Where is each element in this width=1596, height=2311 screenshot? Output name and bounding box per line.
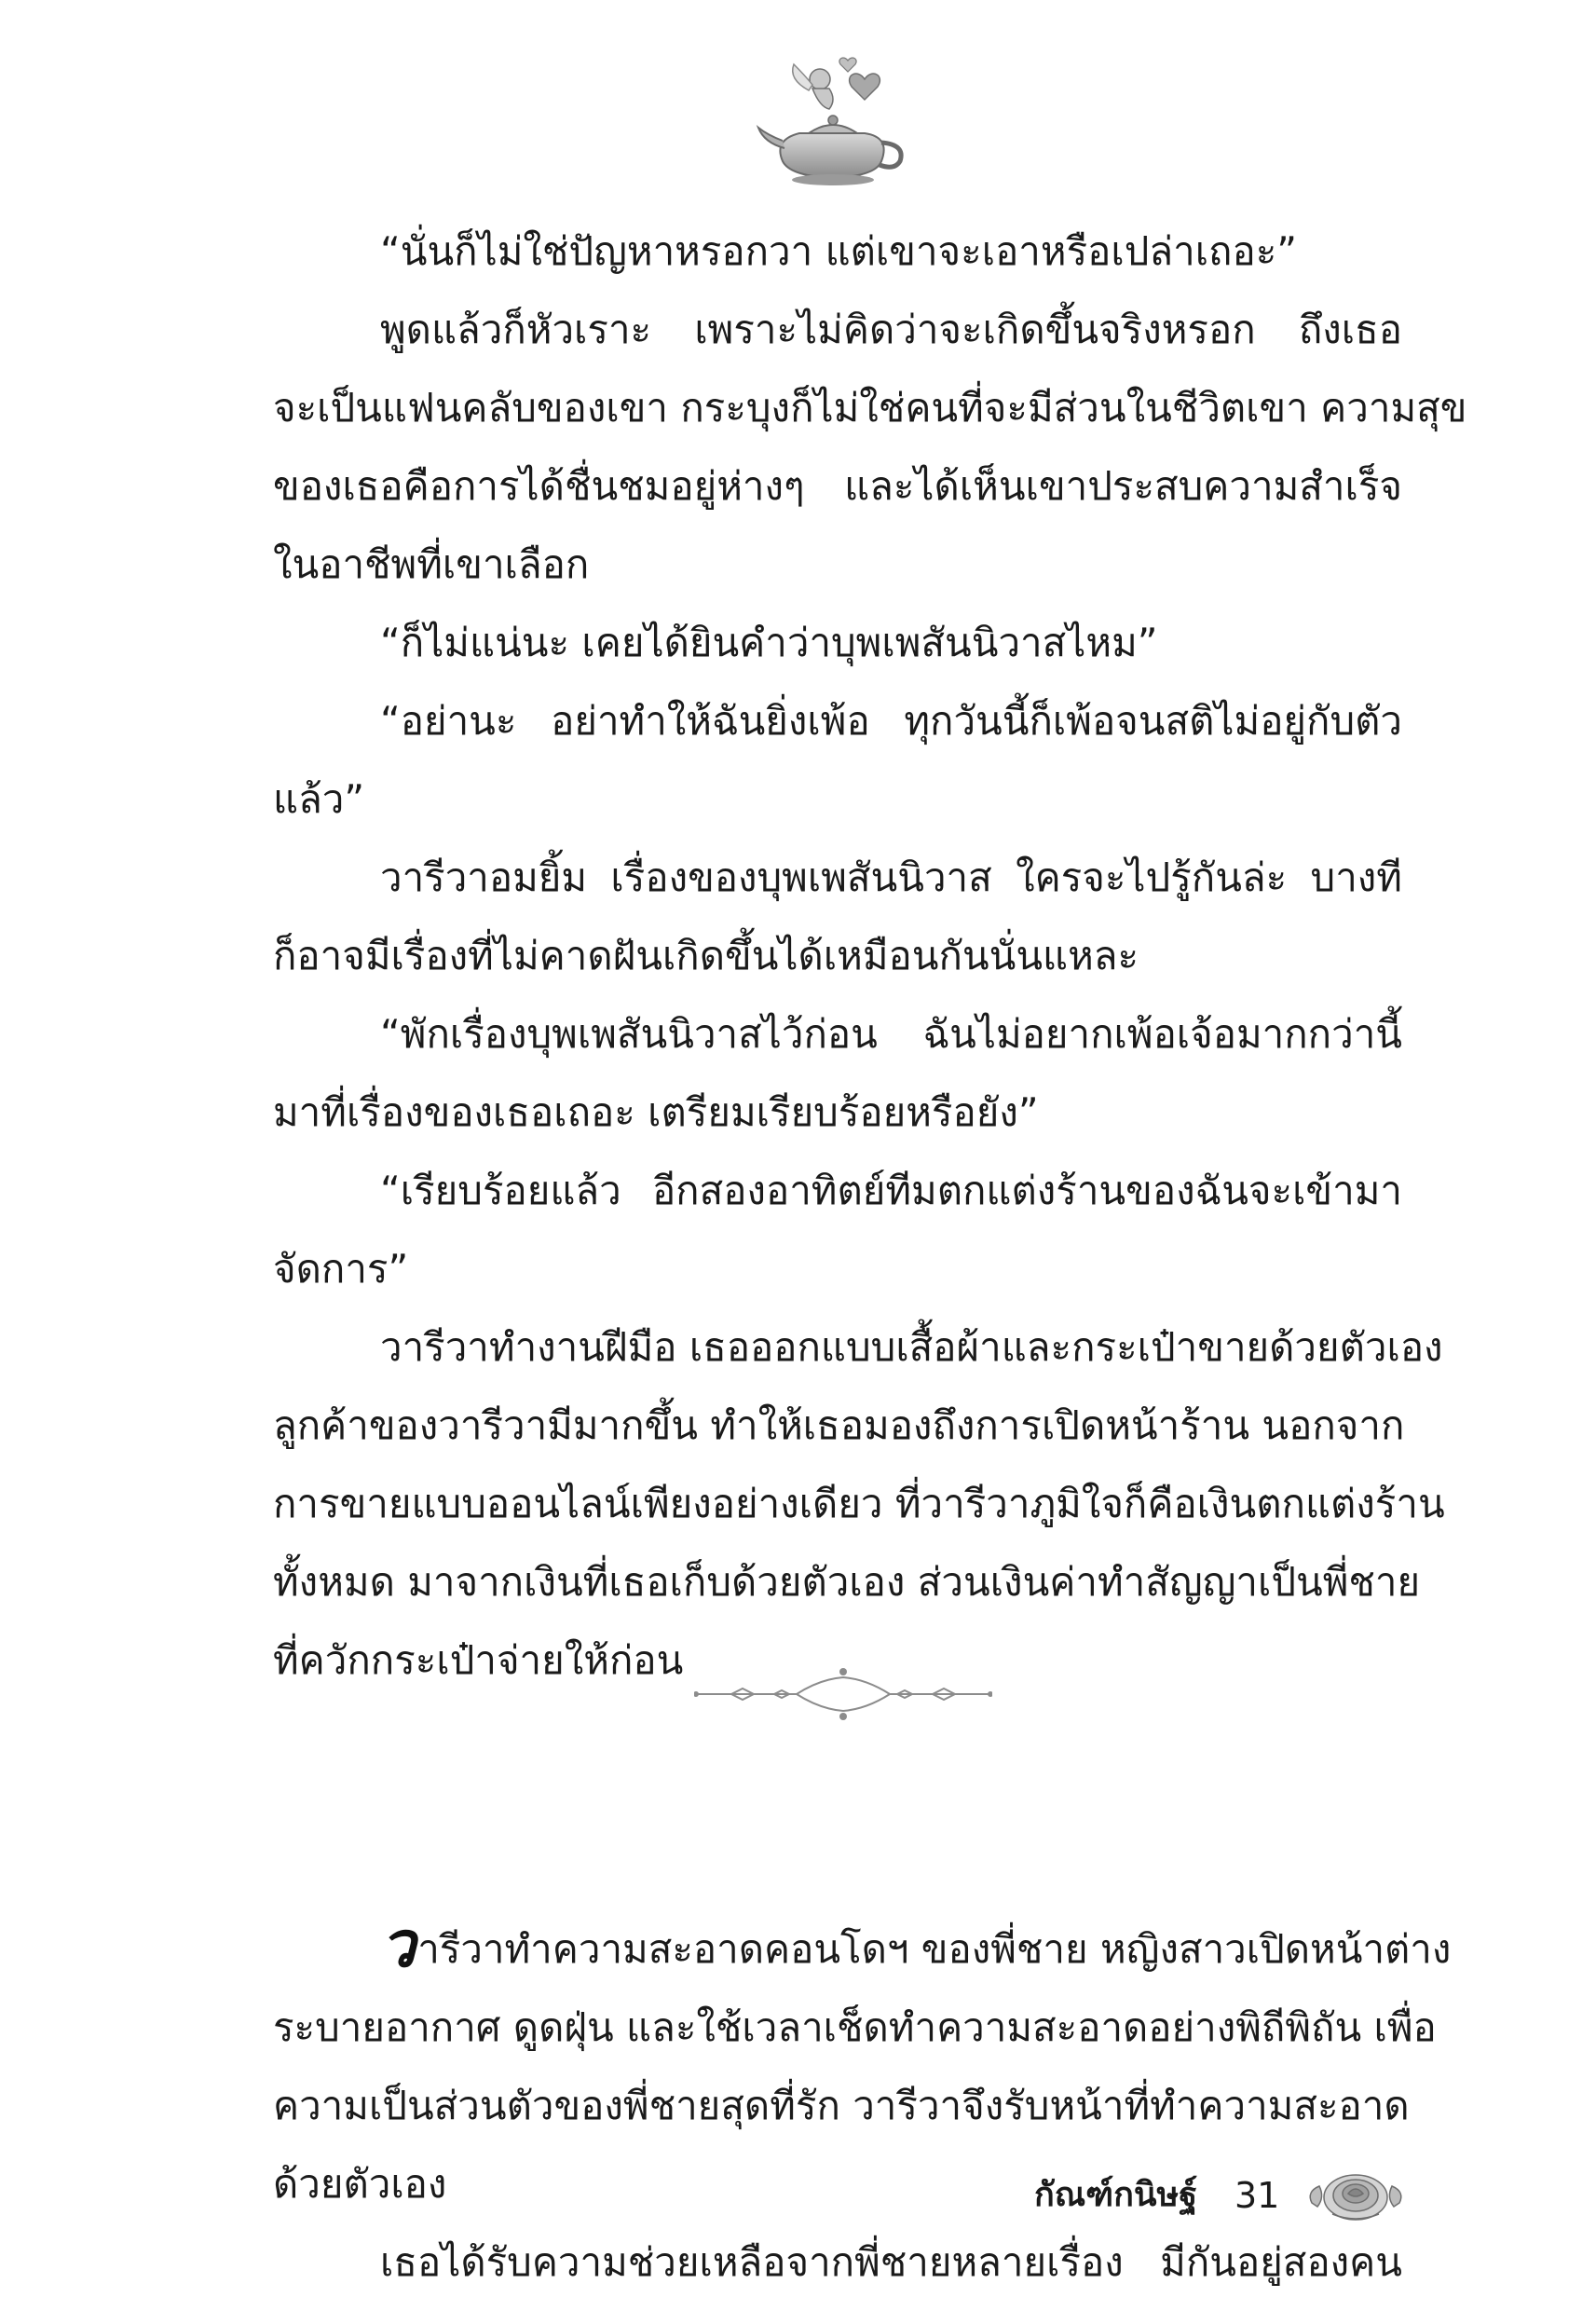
text-line: เธอได้รับความช่วยเหลือจากพี่ชายหลายเรื่อง มีกันอยู่สองคน (380, 2239, 1402, 2285)
ornamental-divider-icon (694, 1666, 992, 1722)
teapot-cupid-icon (755, 51, 913, 191)
text-line: วารีวาทำงานฝีมือ เธอออกแบบเสื้อผ้าและกระเป๋าขายด้วยตัวเอง (380, 1324, 1443, 1370)
text-line: ในอาชีพที่เขาเลือก (273, 541, 590, 587)
text-line: ของเธอคือการได้ชื่นชมอยู่ห่างๆ และได้เห็นเขาประสบความสำเร็จ (273, 463, 1402, 509)
text-line: ด้วยตัวเอง (273, 2161, 447, 2207)
text-line: มาที่เรื่องของเธอเถอะ เตรียมเรียบร้อยหรือยัง” (273, 1089, 1039, 1135)
text-line: “อย่านะ อย่าทำให้ฉันยิ่งเพ้อ ทุกวันนี้ก็เพ้อจนสติไม่อยู่กับตัว (380, 698, 1402, 744)
text-line: “เรียบร้อยแล้ว อีกสองอาทิตย์ทีมตกแต่งร้านของฉันจะเข้ามา (380, 1168, 1402, 1213)
drop-cap: ว (380, 1908, 416, 1982)
text-line: แล้ว” (273, 776, 365, 822)
text-line: “พักเรื่องบุพเพสันนิวาสไว้ก่อน ฉันไม่อยากเพ้อเจ้อมากกว่านี้ (380, 1011, 1402, 1057)
text-line: ที่ควักกระเป๋าจ่ายให้ก่อน (273, 1637, 684, 1683)
text-line: “นั่นก็ไม่ใช่ปัญหาหรอกวา แต่เขาจะเอาหรือเปล่าเถอะ” (380, 228, 1298, 274)
text-line: การขายแบบออนไลน์เพียงอย่างเดียว ที่วารีวาภูมิใจก็คือเงินตกแต่งร้าน (273, 1481, 1445, 1526)
text-line: ทั้งหมด มาจากเงินที่เธอเก็บด้วยตัวเอง ส่วนเงินค่าทำสัญญาเป็นพี่ชาย (273, 1559, 1421, 1605)
text-line-rest: ารีวาทำความสะอาดคอนโดฯ ของพี่ชาย หญิงสาวเปิดหน้าต่าง (417, 1926, 1452, 1972)
author-name: กัณฑ์กนิษฐ์ (1034, 2176, 1198, 2214)
text-line: ก็อาจมีเรื่องที่ไม่คาดฝันเกิดขึ้นได้เหมือนกันนั่นแหละ (273, 933, 1139, 978)
rose-icon (1304, 2166, 1407, 2225)
text-line: จัดการ” (273, 1246, 409, 1292)
text-line: จะเป็นแฟนคลับของเขา กระบุงก็ไม่ใช่คนที่จะมีส่วนในชีวิตเขา ความสุข (273, 385, 1467, 431)
text-line: “ก็ไม่แน่นะ เคยได้ยินคำว่าบุพเพสันนิวาสไหม” (380, 620, 1158, 665)
text-line-with-drop-cap (380, 1908, 1452, 1989)
text-line: พูดแล้วก็หัวเราะ เพราะไม่คิดว่าจะเกิดขึ้นจริงหรอก ถึงเธอ (380, 307, 1402, 352)
page-footer (932, 2158, 1416, 2233)
text-line: วารีวาอมยิ้ม เรื่องของบุพเพสันนิวาส ใครจะไปรู้กันล่ะ บางที (380, 855, 1402, 900)
page-number: 31 (1235, 2175, 1280, 2216)
text-line: ความเป็นส่วนตัวของพี่ชายสุดที่รัก วารีวาจึงรับหน้าที่ทำความสะอาด (273, 2083, 1410, 2128)
text-line: ลูกค้าของวารีวามีมากขึ้น ทำให้เธอมองถึงการเปิดหน้าร้าน นอกจาก (273, 1402, 1405, 1448)
text-line: ระบายอากาศ ดูดฝุ่น และใช้เวลาเช็ดทำความสะอาดอย่างพิถีพิถัน เพื่อ (273, 2004, 1437, 2050)
